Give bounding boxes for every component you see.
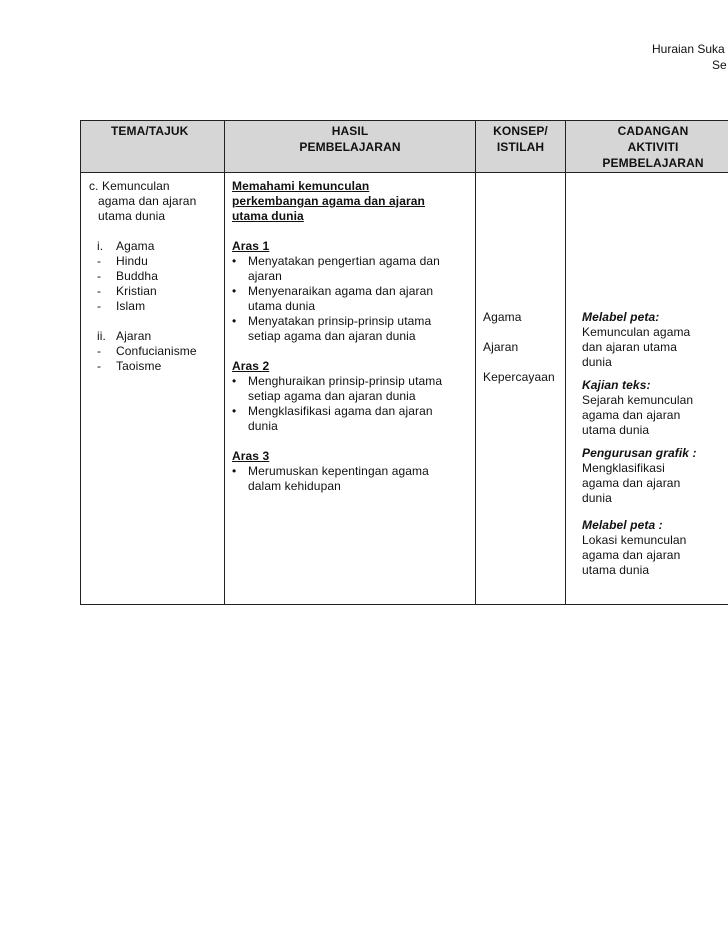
tema-cell [81, 173, 225, 605]
hasil-cell [225, 173, 476, 605]
aras-1-title: Aras 1 [232, 239, 270, 253]
aktiviti-group: Kajian teks: Sejarah kemunculan agama dan ajaran utama dunia [582, 378, 694, 437]
hasil-intro-line: utama dunia [232, 209, 304, 223]
tema-section-ajaran: ii. Ajaran [97, 329, 152, 343]
list-item: • Menghuraikan prinsip-prinsip utama setiap agama dan ajaran dunia [232, 374, 443, 403]
konsep-term: Kepercayaan [483, 370, 555, 384]
list-item: - Buddha [97, 269, 158, 283]
tema-section-agama: i. Agama [97, 239, 155, 253]
konsep-cell [476, 173, 566, 605]
aktiviti-group: Melabel peta: Kemunculan agama dan ajaran utama dunia [582, 310, 691, 369]
header-hasil-pembelajaran: HASIL PEMBELAJARAN [225, 121, 476, 173]
list-item: - Confucianisme [97, 344, 197, 358]
running-header-subtitle: Se [712, 58, 727, 72]
running-header-title: Huraian Suka [652, 42, 725, 56]
list-item: • Menyatakan prinsip-prinsip utama setiap agama dan ajaran dunia [232, 314, 432, 343]
konsep-term: Agama [483, 310, 522, 324]
table-header-row [81, 121, 728, 173]
aktiviti-group: Melabel peta : Lokasi kemunculan agama dan ajaran utama dunia [582, 518, 687, 577]
aktiviti-cell [566, 173, 728, 605]
hasil-intro-line: perkembangan agama dan ajaran [232, 194, 425, 208]
table-body-row [81, 173, 728, 605]
list-item: • Menyatakan pengertian agama dan ajaran [232, 254, 440, 283]
aras-2-title: Aras 2 [232, 359, 270, 373]
aktiviti-group: Pengurusan grafik : Mengklasifikasi agama dan ajaran dunia [582, 446, 697, 505]
syllabus-table [80, 120, 728, 605]
tema-title-line: c. Kemunculan [89, 179, 170, 193]
list-item: - Taoisme [97, 359, 162, 373]
header-konsep-istilah: KONSEP/ ISTILAH [476, 121, 566, 173]
hasil-intro-line: Memahami kemunculan [232, 179, 370, 193]
list-item: - Islam [97, 299, 146, 313]
aras-3-title: Aras 3 [232, 449, 270, 463]
list-item: - Kristian [97, 284, 157, 298]
konsep-term: Ajaran [483, 340, 519, 354]
list-item: • Merumuskan kepentingan agama dalam kehidupan [232, 464, 429, 493]
header-cadangan-aktiviti: CADANGAN AKTIVITI PEMBELAJARAN [566, 121, 728, 173]
list-item: • Mengklasifikasi agama dan ajaran dunia [232, 404, 433, 433]
list-item: - Hindu [97, 254, 148, 268]
header-tema-tajuk: TEMA/TAJUK [81, 121, 225, 173]
tema-title-line: agama dan ajaran [98, 194, 197, 208]
tema-title-line: utama dunia [98, 209, 166, 223]
list-item: • Menyenaraikan agama dan ajaran utama dunia [232, 284, 434, 313]
